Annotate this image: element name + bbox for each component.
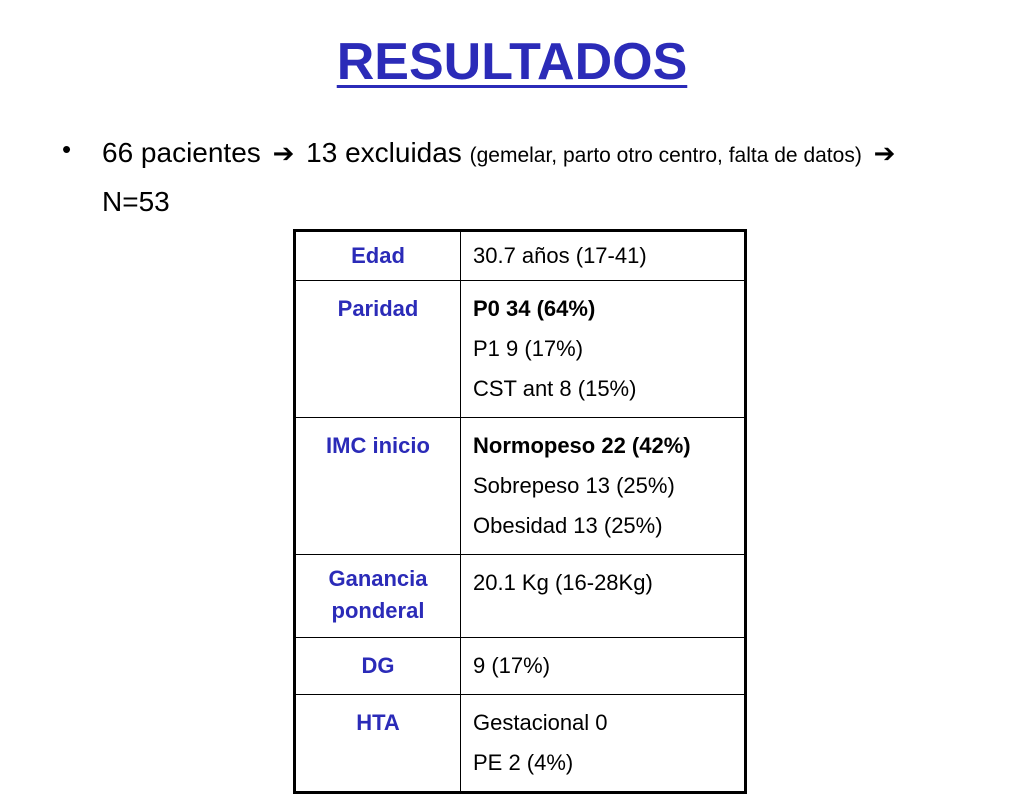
table-row [295,555,746,638]
table-row [295,281,746,418]
slide-title: RESULTADOS [336,33,688,91]
row-label-dg: DG [295,638,461,695]
value-line: P0 34 (64%) [473,296,596,321]
table-row [295,638,746,695]
table-row [295,231,746,281]
exclusion-reasons: (gemelar, parto otro centro, falta de datos) [469,144,862,167]
row-label-hta: HTA [295,695,461,793]
row-value-edad [461,231,746,281]
table-row [295,695,746,793]
value-line: Sobrepeso 13 (25%) [473,473,675,498]
arrow-right-icon: ➔ [272,138,295,168]
row-label-ganancia [295,555,461,638]
row-value-hta [461,695,746,793]
arrow-right-icon: ➔ [873,138,896,168]
value-line: PE 2 (4%) [473,750,574,775]
value-line: CST ant 8 (15%) [473,376,637,401]
label-line: ponderal [331,598,425,623]
value-line: Obesidad 13 (25%) [473,513,663,538]
bullet-text [102,130,962,225]
row-value-imc [461,418,746,555]
label-line: Ganancia [328,566,428,591]
row-label-imc: IMC inicio [295,418,461,555]
row-value-dg [461,638,746,695]
row-label-paridad: Paridad [295,281,461,418]
table-row [295,418,746,555]
row-value-paridad [461,281,746,418]
patients-count: 66 pacientes [102,137,261,168]
bullet-dot-icon: • [62,134,72,164]
excluded-count: 13 excluidas [306,137,462,168]
value-line: 20.1 Kg (16-28Kg) [473,570,653,595]
value-line: Gestacional 0 [473,710,608,735]
results-table [293,229,747,794]
final-n: N=53 [102,186,170,217]
value-line: Normopeso 22 (42%) [473,433,691,458]
value-line: P1 9 (17%) [473,336,584,361]
row-value-ganancia [461,555,746,638]
value-line: 9 (17%) [473,653,551,678]
row-label-edad: Edad [295,231,461,281]
value-line: 30.7 años (17-41) [473,243,647,268]
